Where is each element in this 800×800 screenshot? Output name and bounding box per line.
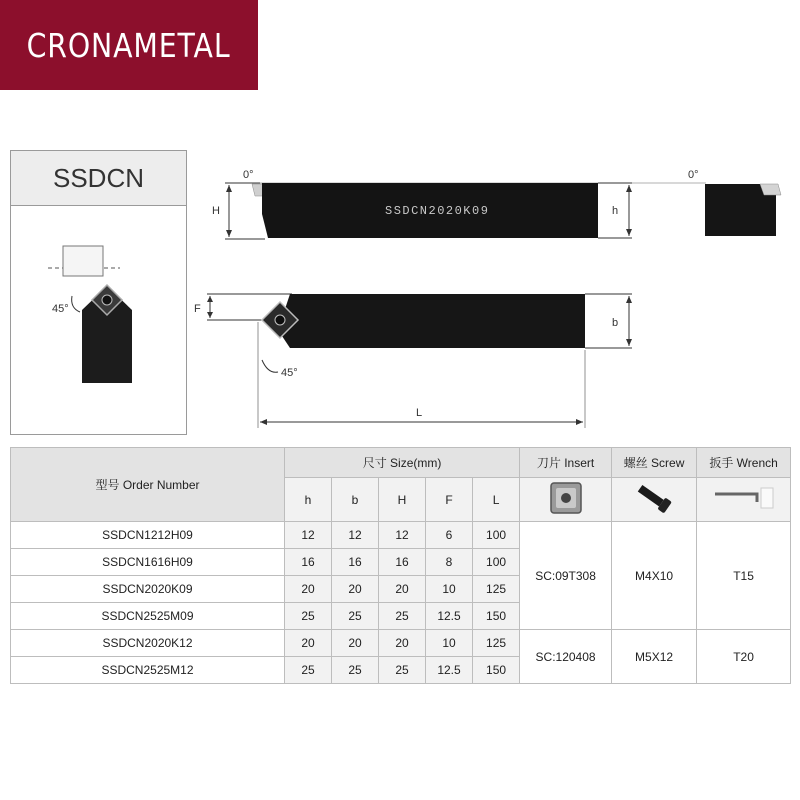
cell-F: 10 — [426, 576, 473, 603]
cell-F: 10 — [426, 630, 473, 657]
insert-header: 刀片 Insert — [520, 448, 612, 478]
dim-L-label: L — [416, 407, 423, 419]
cell-b: 16 — [332, 549, 379, 576]
size-header: 尺寸 Size(mm) — [285, 448, 520, 478]
wrench-image-cell — [697, 478, 791, 522]
col-L-header: L — [473, 478, 520, 522]
cell-h: 16 — [285, 549, 332, 576]
tool-marking: SSDCN2020K09 — [385, 204, 490, 218]
cell-h: 25 — [285, 657, 332, 684]
cell-b: 12 — [332, 522, 379, 549]
cell-H: 12 — [379, 522, 426, 549]
dim-H-label: H — [212, 205, 220, 217]
table-row-model: SSDCN2020K12 — [11, 630, 285, 657]
brand-name: CRONAMETAL — [27, 25, 231, 65]
col-h-header: h — [285, 478, 332, 522]
screw-image-cell — [612, 478, 697, 522]
top-angle-right: 0° — [688, 169, 699, 181]
left-detail-view — [48, 246, 132, 383]
main-holder-view — [194, 294, 632, 428]
cell-L: 125 — [473, 576, 520, 603]
wrench-header: 扳手 Wrench — [697, 448, 791, 478]
top-holder-view — [212, 169, 781, 239]
spec-table — [10, 447, 791, 684]
table-row-model: SSDCN1616H09 — [11, 549, 285, 576]
cell-b: 25 — [332, 657, 379, 684]
cell-F: 6 — [426, 522, 473, 549]
screw-icon — [629, 480, 679, 516]
cell-L: 125 — [473, 630, 520, 657]
insert-group2: SC:120408 — [520, 630, 612, 684]
col-H-header: H — [379, 478, 426, 522]
cell-H: 20 — [379, 630, 426, 657]
cell-H: 25 — [379, 603, 426, 630]
insert-group1: SC:09T308 — [520, 522, 612, 630]
cell-b: 20 — [332, 576, 379, 603]
left-angle-label: 45° — [52, 303, 69, 315]
dim-F-label: F — [194, 303, 201, 315]
top-angle-left: 0° — [243, 169, 254, 181]
insert-icon — [546, 480, 586, 516]
screw-group2: M5X12 — [612, 630, 697, 684]
table-row-model: SSDCN2525M12 — [11, 657, 285, 684]
insert-image-cell — [520, 478, 612, 522]
cell-L: 150 — [473, 603, 520, 630]
table-row-model: SSDCN1212H09 — [11, 522, 285, 549]
wrench-icon — [709, 480, 779, 516]
cell-h: 20 — [285, 630, 332, 657]
cell-b: 25 — [332, 603, 379, 630]
order-number-header: 型号 Order Number — [11, 448, 285, 522]
col-F-header: F — [426, 478, 473, 522]
cell-H: 16 — [379, 549, 426, 576]
cell-L: 100 — [473, 549, 520, 576]
cell-h: 12 — [285, 522, 332, 549]
dim-h-label: h — [612, 205, 619, 217]
col-b-header: b — [332, 478, 379, 522]
cell-L: 100 — [473, 522, 520, 549]
screw-group1: M4X10 — [612, 522, 697, 630]
wrench-group1: T15 — [697, 522, 791, 630]
cell-b: 20 — [332, 630, 379, 657]
cell-F: 12.5 — [426, 603, 473, 630]
dim-b-label: b — [612, 317, 619, 329]
main-angle-label: 45° — [281, 367, 298, 379]
cell-F: 12.5 — [426, 657, 473, 684]
cell-h: 25 — [285, 603, 332, 630]
screw-header: 螺丝 Screw — [612, 448, 697, 478]
cell-h: 20 — [285, 576, 332, 603]
wrench-group2: T20 — [697, 630, 791, 684]
cell-H: 20 — [379, 576, 426, 603]
cell-F: 8 — [426, 549, 473, 576]
table-row-model: SSDCN2020K09 — [11, 576, 285, 603]
table-row-model: SSDCN2525M09 — [11, 603, 285, 630]
product-code-title: SSDCN — [10, 150, 187, 206]
cell-H: 25 — [379, 657, 426, 684]
cell-L: 150 — [473, 657, 520, 684]
